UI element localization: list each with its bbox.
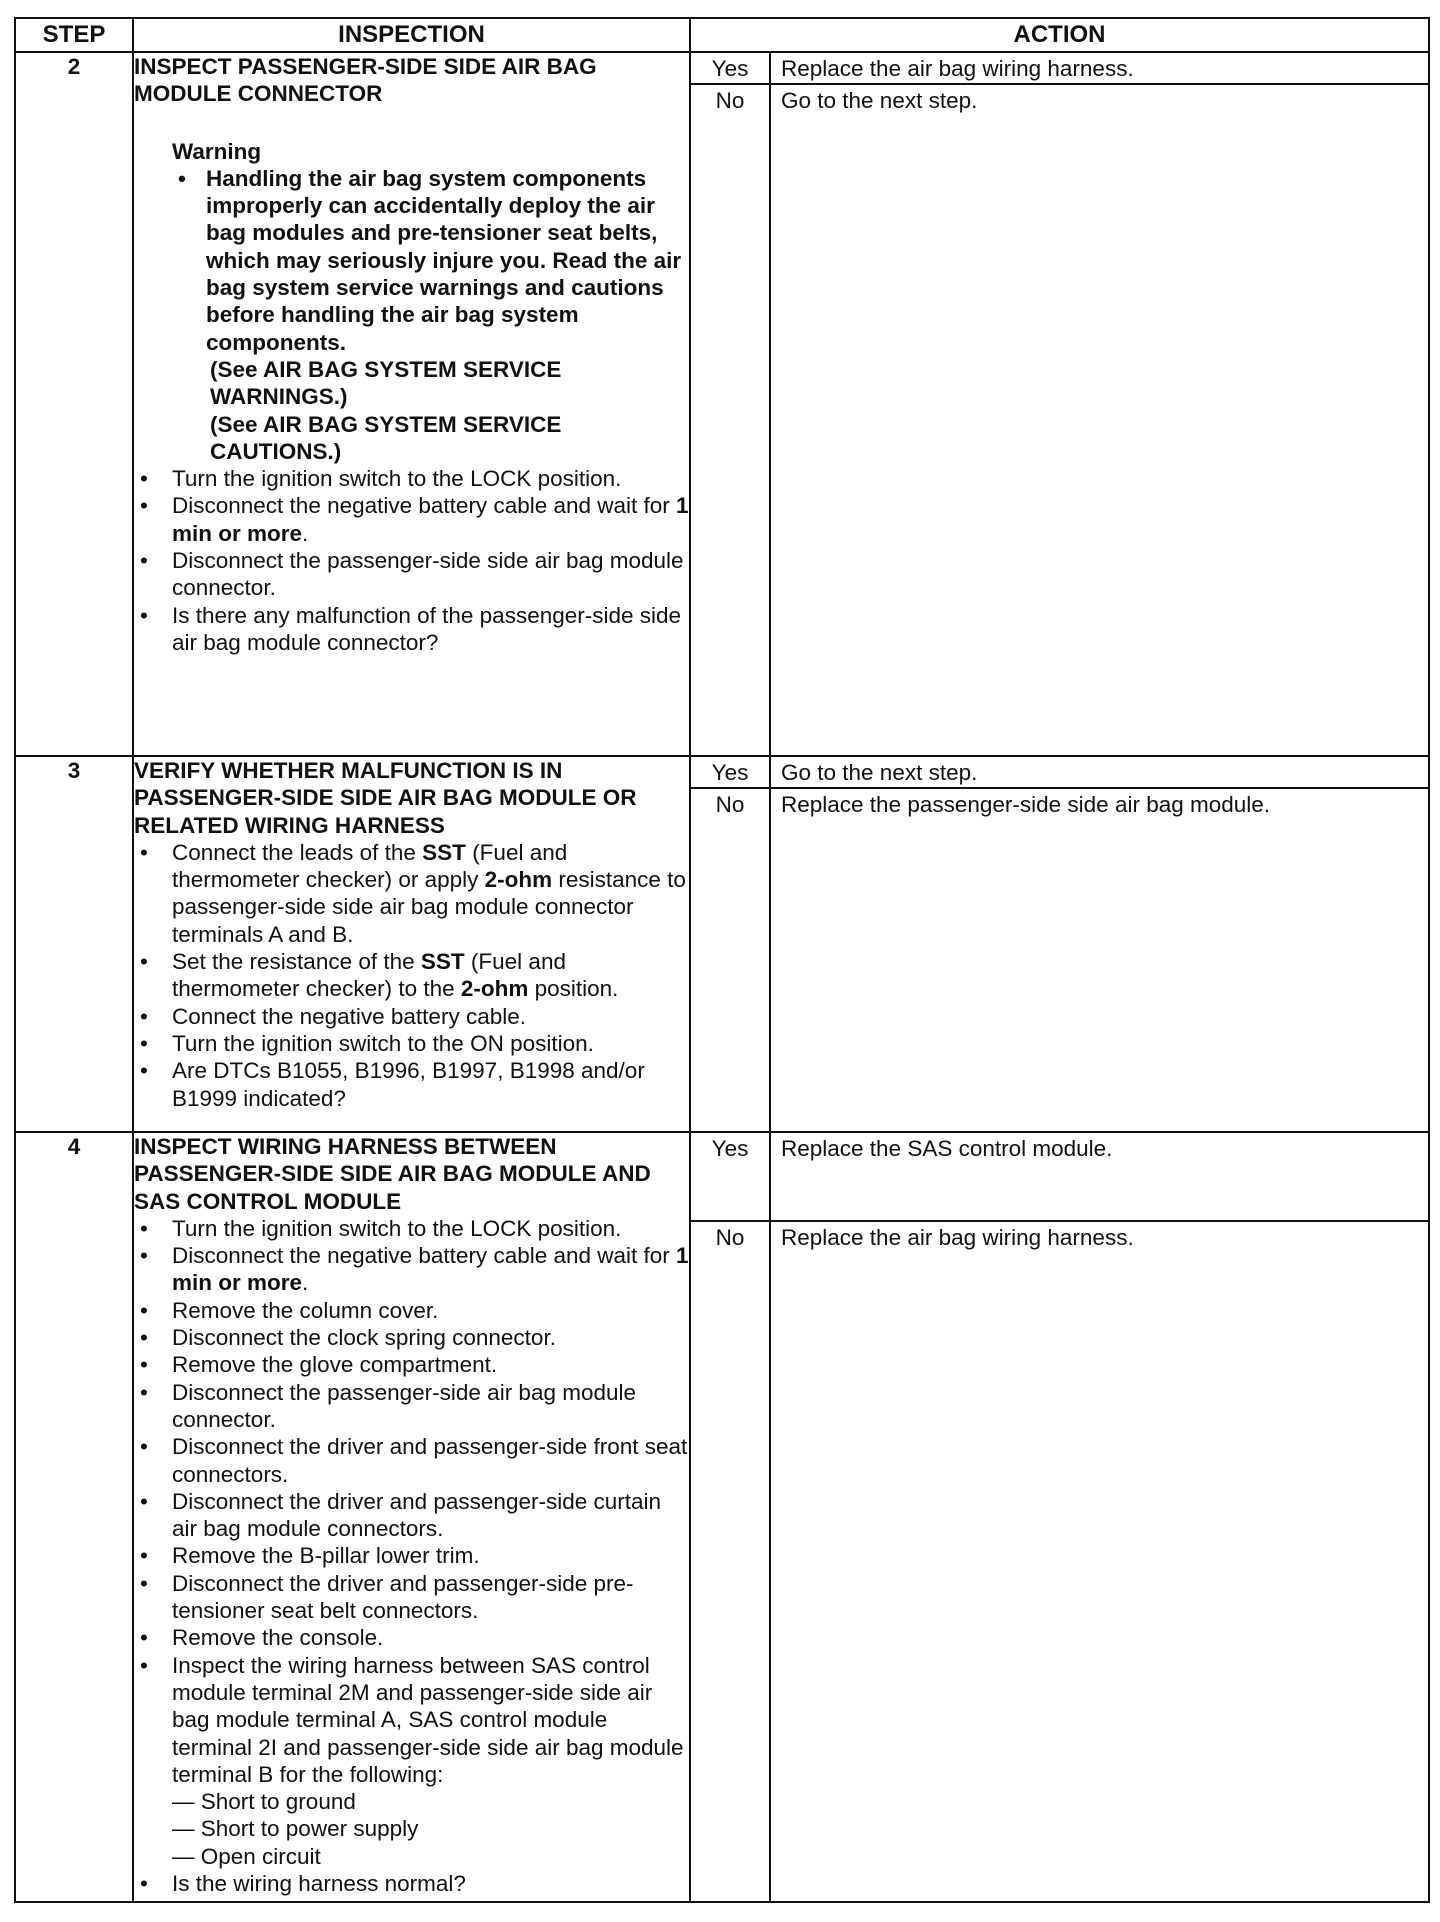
no-action: Replace the air bag wiring harness. (781, 1225, 1134, 1250)
warning-text: • Handling the air bag system components improperly can accidentally deploy the air bag modules and pre-tensioner seat belts, which may seriously injure you. Read the air bag system service warnings and cautions before handling the air bag system components. (See AIR BAG SYSTEM SERVICE WARNINGS.) (See AIR BAG SYSTEM SERVICE CAUTIONS.) (172, 165, 689, 465)
list-item: • Connect the negative battery cable. (134, 1003, 689, 1030)
list-item: • Turn the ignition switch to the ON position. (134, 1030, 689, 1057)
inspection-cell (133, 52, 690, 756)
yes-action: Replace the SAS control module. (771, 1133, 1428, 1222)
see-cautions-reference: (See AIR BAG SYSTEM SERVICE CAUTIONS.) (210, 411, 562, 464)
list-item: • Disconnect the passenger-side air bag module connector. (134, 1379, 689, 1434)
procedure-list (134, 1215, 689, 1897)
no-action: Replace the passenger-side side air bag module. (781, 792, 1271, 818)
list-item: • Disconnect the negative battery cable and wait for 1 min or more. (134, 492, 689, 547)
list-item: • Inspect the wiring harness between SAS control module terminal 2M and passenger-side side air bag module terminal A, SAS control module terminal 2I and passenger-side side air bag module terminal B for the following: — Short to ground — Short to power supply — Open circuit (134, 1652, 689, 1870)
step-number: 4 (15, 1132, 133, 1902)
yes-no-cell (690, 1132, 770, 1902)
procedure-list (134, 465, 689, 656)
yes-label: Yes (691, 1133, 769, 1222)
yes-label: Yes (691, 757, 769, 789)
no-label: No (715, 1225, 745, 1250)
list-item: • Are DTCs B1055, B1996, B1997, B1998 and/or B1999 indicated? (134, 1057, 689, 1112)
header-inspection: INSPECTION (133, 18, 690, 52)
warning-block (172, 138, 689, 466)
see-warnings-reference: (See AIR BAG SYSTEM SERVICE WARNINGS.) (210, 356, 562, 410)
step-number: 2 (15, 52, 133, 756)
inspection-cell (133, 756, 690, 1132)
list-item: • Turn the ignition switch to the LOCK position. (134, 465, 689, 492)
yes-action: Go to the next step. (771, 757, 1428, 789)
condition-list (172, 1788, 689, 1870)
header-action: ACTION (690, 18, 1429, 52)
step-number: 3 (15, 756, 133, 1132)
inspection-heading: VERIFY WHETHER MALFUNCTION IS IN PASSENGER-SIDE SIDE AIR BAG MODULE OR RELATED WIRING HARNESS (134, 758, 637, 838)
header-step: STEP (15, 18, 133, 52)
table-header-row (15, 18, 1429, 52)
condition-item: — Short to ground (172, 1789, 356, 1815)
inspection-heading: INSPECT WIRING HARNESS BETWEEN PASSENGER-SIDE SIDE AIR BAG MODULE AND SAS CONTROL MODULE (134, 1134, 651, 1214)
list-item: • Disconnect the driver and passenger-side front seat connectors. (134, 1433, 689, 1488)
list-item: • Disconnect the passenger-side side air bag module connector. (134, 547, 689, 602)
table-row-step-3 (15, 756, 1429, 1132)
inspection-cell (133, 1132, 690, 1902)
list-item: • Connect the leads of the SST (Fuel and thermometer checker) or apply 2-ohm resistance to passenger-side side air bag module connector terminals A and B. (134, 839, 689, 948)
yes-no-cell (690, 52, 770, 756)
list-item: • Remove the column cover. (134, 1297, 689, 1324)
list-item: • Disconnect the clock spring connector. (134, 1324, 689, 1351)
action-cell (770, 1132, 1429, 1902)
no-action: Go to the next step. (781, 88, 978, 114)
list-item: • Remove the B-pillar lower trim. (134, 1542, 689, 1569)
list-item: • Is the wiring harness normal? (134, 1870, 689, 1897)
inspection-heading: INSPECT PASSENGER-SIDE SIDE AIR BAG MODULE CONNECTOR (134, 54, 597, 107)
list-item: • Disconnect the driver and passenger-side pre-tensioner seat belt connectors. (134, 1570, 689, 1625)
list-item: • Turn the ignition switch to the LOCK position. (134, 1215, 689, 1242)
condition-item: — Open circuit (172, 1843, 321, 1869)
procedure-list (134, 839, 689, 1112)
list-item: • Set the resistance of the SST (Fuel and thermometer checker) to the 2-ohm position. (134, 948, 689, 1003)
table-row-step-4 (15, 1132, 1429, 1902)
yes-action: Replace the air bag wiring harness. (771, 53, 1428, 85)
list-item: • Remove the glove compartment. (134, 1351, 689, 1378)
action-cell (770, 52, 1429, 756)
yes-label: Yes (691, 53, 769, 85)
warning-title: Warning (172, 138, 262, 164)
condition-item: — Short to power supply (172, 1816, 419, 1842)
table-row-step-2 (15, 52, 1429, 756)
no-label: No (715, 792, 745, 818)
list-item: • Disconnect the driver and passenger-side curtain air bag module connectors. (134, 1488, 689, 1543)
list-item: • Is there any malfunction of the passenger-side side air bag module connector? (134, 602, 689, 657)
action-cell (770, 756, 1429, 1132)
list-item: • Remove the console. (134, 1624, 689, 1651)
yes-no-cell (690, 756, 770, 1132)
list-item: • Disconnect the negative battery cable and wait for 1 min or more. (134, 1242, 689, 1297)
no-label: No (715, 88, 745, 114)
diagnostic-procedure-table (14, 17, 1430, 1903)
